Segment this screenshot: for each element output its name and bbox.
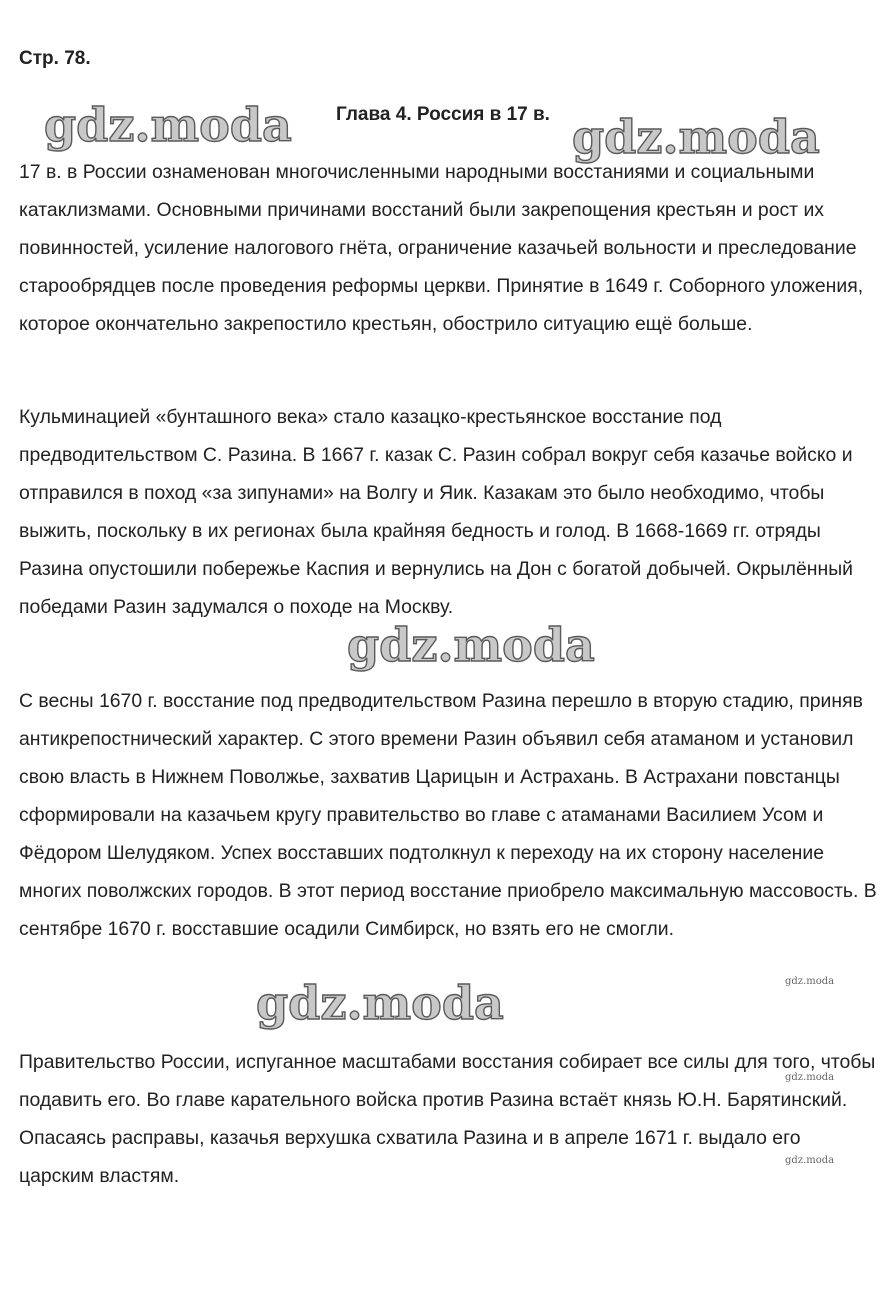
paragraph-3: С весны 1670 г. восстание под предводительством Разина перешло в вторую стадию, приняв антикрепостнический характер. С этого времени Разин объявил себя атаманом и установил свою власть в Нижнем Поволжье, захватив Царицын и Астрахань. В Астрахани повстанцы сформировали на казачьем кругу правительство во главе с атаманами Василием Усом и Фёдором Шелудяком. Успех восставших подтолкнул к переходу на их сторону население многих поволжских городов. В этот период восстание приобрело максимальную массовость. В сентябре 1670 г. восставшие осадили Симбирск, но взять его не смогли. bbox=[19, 690, 877, 940]
watermark-logo: gdz.moda bbox=[44, 98, 292, 152]
paragraph-4: Правительство России, испуганное масштабами восстания собирает все силы для того, чтобы подавить его. Во главе карательного войска против Разина встаёт князь Ю.Н. Барятинский. Опасаясь расправы, казачья верхушка схватила Разина и в апреле 1671 г. выдало его царским властям. bbox=[19, 1051, 876, 1187]
page-number: Стр. 78. bbox=[19, 48, 91, 69]
watermark-logo: gdz.moda bbox=[572, 110, 820, 164]
watermark-small: gdz.moda bbox=[785, 1155, 835, 1166]
chapter-title: Глава 4. Россия в 17 в. bbox=[336, 104, 550, 125]
paragraph-2: Кульминацией «бунташного века» стало казацко-крестьянское восстание под предводительством С. Разина. В 1667 г. казак С. Разин собрал вокруг себя казачье войско и отправился в поход «за зипунами» на Волгу и Яик. Казакам это было необходимо, чтобы выжить, поскольку в их регионах была крайняя бедность и голод. В 1668-1669 гг. отряды Разина опустошили побережье Каспия и вернулись на Дон с богатой добычей. Окрылённый победами Разин задумался о походе на Москву. bbox=[19, 406, 853, 618]
watermark-small: gdz.moda bbox=[785, 976, 835, 987]
watermark-small: gdz.moda bbox=[785, 1072, 835, 1083]
paragraph-1: 17 в. в России ознаменован многочисленными народными восстаниями и социальными катаклизмами. Основными причинами восстаний были закрепощения крестьян и рост их повинностей, усиление налогового гнёта, ограничение казачьей вольности и преследование старообрядцев после проведения реформы церкви. Принятие в 1649 г. Соборного уложения, которое окончательно закрепостило крестьян, обострило ситуацию ещё больше. bbox=[19, 161, 864, 335]
watermark-logo: gdz.moda bbox=[347, 618, 595, 672]
watermark-logo: gdz.moda bbox=[256, 976, 504, 1030]
